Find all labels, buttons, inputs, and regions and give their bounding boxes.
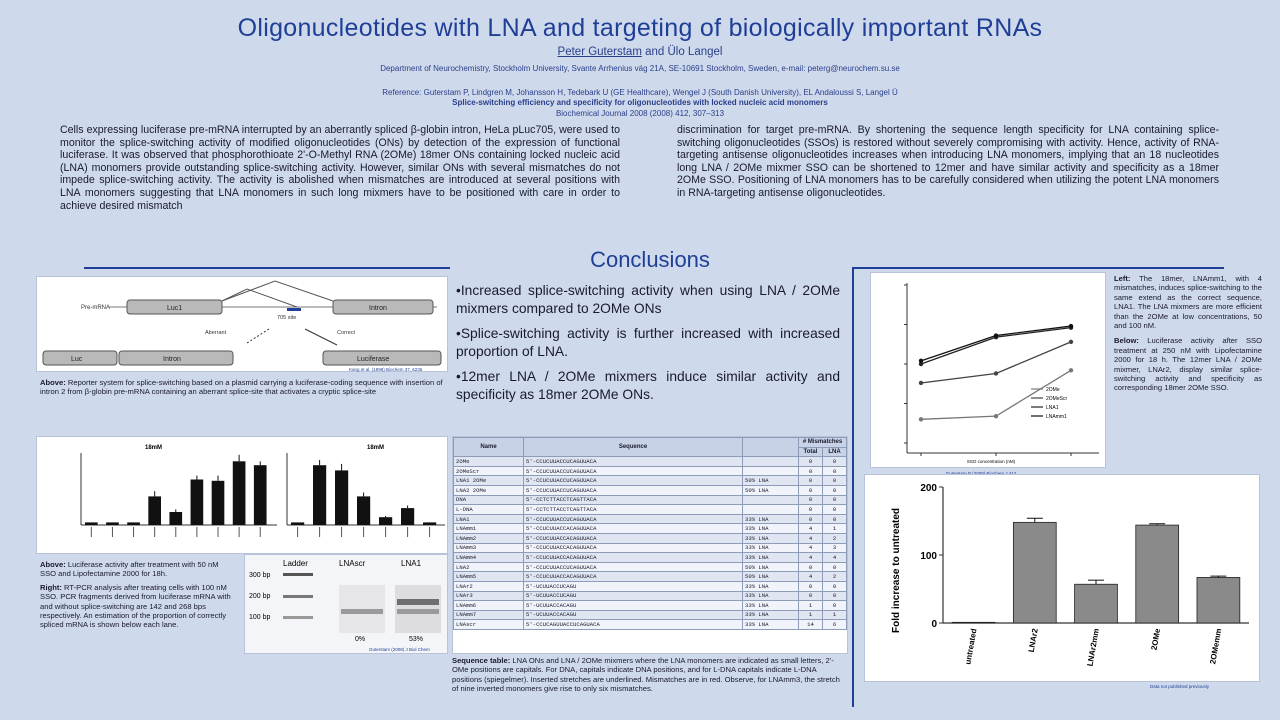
cell-total: 0 — [799, 581, 823, 591]
series-point-LNAmm1 — [1069, 324, 1073, 328]
cell-lna-content: 33% LNA — [743, 620, 799, 630]
gel-lane1-pct: 0% — [355, 636, 366, 643]
conclusion-bullet-1: •Increased splice-switching activity when using LNA / 2OMe mixmers compared to 2OMe ONs — [456, 283, 840, 316]
mini-bar-2 — [401, 508, 414, 525]
cell-sequence: 5'-CCUCUUACCACAGUUACA — [524, 553, 743, 563]
legend-label: LNAmm1 — [1046, 414, 1067, 420]
cell-total: 4 — [799, 572, 823, 582]
cell-lna: 0 — [823, 601, 847, 611]
legend-label: 2OMeScr — [1046, 396, 1068, 402]
abstract-right: discrimination for target pre-mRNA. By shortening the sequence length specificity for LNA containing splice-switching oligonucleotides (SSOs) is restored without severely compromising with activity. Hence, activity of RNA-targeting antisense oligonucleotides increases when introducing LNA monomers, implying that an 18 nucleotides long LNA / 2OMe mixmer SSO can be shortened to 12mer and have similar activity and specificity as a 18mer 2OMe SSO. Positioning of LNA monomers has to be carefully considered when utilizing the potent LNA monomers in RNA-targeting antisense oligonucleotides. — [677, 124, 1219, 199]
cell-total: 0 — [799, 466, 823, 476]
cell-lna: 0 — [823, 476, 847, 486]
sequence-table-panel — [452, 436, 848, 654]
table-row — [454, 533, 847, 543]
site-marker — [287, 308, 301, 311]
sequence-table — [453, 437, 847, 630]
conclusion-bullet-2: •Splice-switching activity is further increased with increased proportion of LNA. — [456, 326, 840, 359]
gel-lane2-pct: 53% — [409, 636, 424, 643]
cell-name: 2OMeScr — [454, 466, 524, 476]
cell-name: LNA2 2OMe — [454, 485, 524, 495]
table-row — [454, 466, 847, 476]
bar-chart-1-bars — [85, 455, 267, 537]
cell-lna: 0 — [823, 505, 847, 515]
caption-above-bold: Above: — [40, 560, 66, 569]
cell-sequence: 5'-CCUCUUACCACAGUUACA — [524, 524, 743, 534]
reporter-caption — [40, 378, 444, 397]
cell-lna: 3 — [823, 543, 847, 553]
line-chart — [871, 273, 1107, 469]
bar-2OMe — [1136, 525, 1179, 623]
gel-panel — [244, 554, 448, 654]
cell-sequence: 5'-UCUUACCUCAGU — [524, 591, 743, 601]
cell-lna: 1 — [823, 524, 847, 534]
cell-lna-content — [743, 495, 799, 505]
cell-name: LNAmm1 — [454, 524, 524, 534]
cell-total: 0 — [799, 476, 823, 486]
table-row — [454, 562, 847, 572]
cell-total: 4 — [799, 533, 823, 543]
gel-lane2-label: LNA1 — [401, 559, 422, 568]
conclusion-bullet-3: •12mer LNA / 2OMe mixmers induce similar activity and specificity as 18mer 2OMe ONs. — [456, 369, 840, 402]
mini-bar-2 — [379, 517, 392, 525]
mini-bar-1 — [148, 496, 161, 525]
col-mismatches: # Mismatches — [799, 438, 847, 448]
table-row — [454, 476, 847, 486]
table-row — [454, 457, 847, 467]
cell-lna-content: 33% LNA — [743, 543, 799, 553]
cell-name: LNAmm5 — [454, 572, 524, 582]
reporter-diagram — [37, 277, 449, 373]
cell-total: 1 — [799, 601, 823, 611]
series-point-LNAmm1 — [994, 333, 998, 337]
right-caption-left-text: The 18mer, LNAmm1, with 4 mismatches, induces splice-switching to the same extend as the correct sequence, LNA1. The LNA mixmers are more efficient than the 2OMe at low concentrations, 50 and 100 nM. — [1114, 274, 1262, 331]
table-row — [454, 485, 847, 495]
bar-chart-xtick-label: 2OMe — [1149, 627, 1163, 651]
table-row — [454, 495, 847, 505]
bar-chart-ytick-label: 100 — [920, 551, 937, 562]
cell-name: L-DNA — [454, 505, 524, 515]
abstract-left: Cells expressing luciferase pre-mRNA interrupted by an aberrantly spliced β-globin intron, HeLa pLuc705, were used to monitor the splice-switching activity of modified oligonucleotides (ONs) by detection of the expression of functional luciferase. It was observed that phosphorothioate 2'-O-Methyl RNA (2OMe) 18mer ONs containing locked nucleic acid (LNA) monomers provide outstanding splice-switching activity. However, similar ONs with several mismatches do not impede splice-switching activity. The activity is abolished when mismatches are introduced at several positions with LNA monomers suggesting that LNA monomers in such long mixmers have to be positioned with care in order to achieve desired mismatch — [60, 124, 620, 212]
cell-lna-content: 33% LNA — [743, 610, 799, 620]
arrow-aberrant — [247, 329, 269, 343]
luciferase-caption — [40, 560, 234, 630]
series-point-LNAmm1 — [919, 359, 923, 363]
sequence-table-body — [454, 457, 847, 630]
arrow-correct — [305, 329, 337, 345]
cell-total: 4 — [799, 543, 823, 553]
cell-lna-content — [743, 466, 799, 476]
gel-100bp: 100 bp — [249, 614, 271, 621]
bar-chart-ylabel: Fold increase to untreated — [891, 507, 902, 633]
cell-sequence: 5'-CCUCAGUUACCUCAGUACA — [524, 620, 743, 630]
cell-lna-content: 33% LNA — [743, 533, 799, 543]
poster-title: Oligonucleotides with LNA and targeting of biologically important RNAs — [237, 14, 1043, 42]
mini-bar-2 — [423, 522, 436, 525]
series-point-2OMe — [1069, 368, 1073, 372]
col-name: Name — [454, 438, 524, 457]
splice-arc-1 — [222, 281, 333, 301]
cell-lna-content: 33% LNA — [743, 524, 799, 534]
label-intron-2: Intron — [163, 356, 181, 363]
table-row — [454, 553, 847, 563]
series-line-LNA1 — [921, 328, 1071, 364]
cell-lna: 1 — [823, 610, 847, 620]
table-row — [454, 524, 847, 534]
bar-chart-xtick-label: untreated — [963, 627, 979, 666]
cell-total: 0 — [799, 485, 823, 495]
cell-lna-content: 50% LNA — [743, 476, 799, 486]
gel-300bp: 300 bp — [249, 572, 271, 579]
cell-total: 0 — [799, 591, 823, 601]
caption-right-bold: Right: — [40, 582, 62, 592]
fold-increase-chart-panel — [864, 474, 1260, 682]
cell-lna: 0 — [823, 466, 847, 476]
cell-sequence: 5'-CCUCUUACCUCAGUUACA — [524, 476, 743, 486]
table-row — [454, 514, 847, 524]
label-aberrant: Aberrant — [205, 330, 227, 336]
mini-bar-1 — [127, 522, 140, 525]
line-chart-panel — [870, 272, 1106, 468]
mini-bar-2 — [335, 470, 348, 525]
col-lna-content — [743, 438, 799, 457]
lane1-band — [341, 609, 383, 614]
cell-sequence: 5'-CCUCUUACCUCAGUUACA — [524, 514, 743, 524]
cell-name: LNAr3 — [454, 591, 524, 601]
cell-lna-content: 33% LNA — [743, 514, 799, 524]
cell-name: LNA1 2OMe — [454, 476, 524, 486]
right-caption-below-bold: Below: — [1114, 336, 1139, 346]
conclusions-title: Conclusions — [590, 247, 710, 272]
cell-lna-content — [743, 457, 799, 467]
label-pre-mrna: Pre-mRNA — [81, 305, 111, 311]
gel-ladder-label: Ladder — [283, 559, 308, 568]
table-row — [454, 620, 847, 630]
cell-sequence: 5'-CCUCUUACCUCAGUUACA — [524, 562, 743, 572]
label-correct: Correct — [337, 330, 356, 336]
cell-sequence: 5'-CCUCUUACCACAGUUACA — [524, 533, 743, 543]
reporter-credit: Kang et al. (1998) Biochem 37, 6235 — [349, 367, 423, 372]
cell-name: LNA1 — [454, 514, 524, 524]
bar-chart-xtick-label: 2OMemm — [1208, 627, 1224, 665]
series-line-2OMeScr — [921, 342, 1071, 383]
cell-sequence: 5'-CCUCUUACCUCAGUUACA — [524, 485, 743, 495]
cell-lna-content: 33% LNA — [743, 601, 799, 611]
ladder-band-1 — [283, 573, 313, 576]
reporter-diagram-panel — [36, 276, 448, 372]
reference-authors: Reference: Guterstam P, Lindgren M, Johansson H, Tedebark U (GE Healthcare), Wengel J (South Danish University), EL Andaloussi S, Langel Ü — [382, 88, 898, 97]
mini-bar-2 — [313, 465, 326, 525]
label-705-site: 705 site — [277, 315, 297, 321]
table-row — [454, 581, 847, 591]
bar-chart-1-title: 18mM — [145, 445, 163, 451]
cell-sequence: 5'-CCTCTTACCTCAGTTACA — [524, 495, 743, 505]
cell-lna: 4 — [823, 553, 847, 563]
cell-sequence: 5'-UCUUACCACAGU — [524, 601, 743, 611]
cell-name: LNAmm6 — [454, 601, 524, 611]
col-total: Total — [799, 447, 823, 457]
series-point-2OMe — [994, 414, 998, 418]
cell-lna-content: 33% LNA — [743, 591, 799, 601]
cell-lna: 2 — [823, 533, 847, 543]
cell-total: 0 — [799, 457, 823, 467]
cell-lna-content: 50% LNA — [743, 572, 799, 582]
cell-name: LNAmm7 — [454, 610, 524, 620]
author-1: Peter Guterstam — [557, 46, 642, 58]
mini-bar-1 — [85, 522, 98, 525]
gel-200bp: 200 bp — [249, 593, 271, 600]
label-luciferase: Luciferase — [357, 356, 390, 363]
cell-name: DNA — [454, 495, 524, 505]
table-row — [454, 610, 847, 620]
mini-bar-1 — [169, 512, 182, 525]
bar-chart-marks — [920, 483, 1249, 667]
fold-increase-chart — [865, 475, 1261, 683]
table-row — [454, 572, 847, 582]
cell-sequence: 5'-UCUUACCUCAGU — [524, 581, 743, 591]
cell-name: LNAmm2 — [454, 533, 524, 543]
cell-name: LNAmm3 — [454, 543, 524, 553]
mini-bar-1 — [254, 465, 267, 525]
cell-sequence: 5'-CCUCUUACCACAGUUACA — [524, 543, 743, 553]
cell-total: 0 — [799, 495, 823, 505]
mini-bar-1 — [212, 481, 225, 525]
series-line-2OMe — [921, 370, 1071, 419]
right-caption-below-text: Luciferase activity after SSO treatment at 250 nM with Lipofectamine 2000 for 18 h. The 12mer LNA / 2OMe mixmer, LNAr2, display similar splice-switching activity and specificity as corresponding 18mer 2OMe SSO. — [1114, 336, 1262, 393]
mini-bar-1 — [233, 461, 246, 525]
cell-sequence: 5'-CCTCTTACCTCAGTTACA — [524, 505, 743, 515]
cell-lna-content: 50% LNA — [743, 485, 799, 495]
series-point-2OMeScr — [919, 381, 923, 385]
table-row — [454, 505, 847, 515]
affiliation: Department of Neurochemistry, Stockholm University, Svante Arrhenius väg 21A, SE-10691 Stockholm, Sweden, e-mail: peterg@neurochem.su.se — [380, 64, 900, 73]
lane2-band-lower — [397, 609, 439, 614]
cell-total: 0 — [799, 514, 823, 524]
gel-lane1-label: LNAscr — [339, 559, 366, 568]
label-intron: Intron — [369, 305, 387, 312]
mini-bar-1 — [106, 522, 119, 525]
divider-right — [852, 267, 1224, 269]
cell-lna-content: 33% LNA — [743, 553, 799, 563]
cell-total: 14 — [799, 620, 823, 630]
caption-above-text: Luciferase activity after treatment with 50 nM SSO and Lipofectamine 2000 for 18h. — [40, 560, 219, 579]
cell-total: 4 — [799, 524, 823, 534]
bar-chart-xtick-label: LNAr2 — [1026, 627, 1040, 653]
mini-bar-1 — [191, 480, 204, 526]
splice-arc-2 — [222, 289, 297, 307]
caption-right-text: RT-PCR analysis after treating cells with 100 nM SSO. PCR fragments derived from luciferase mRNA with and without splice-switching are 142 and 268 bps respectively. An estimation of the proportion of correctly spliced mRNA is shown below each lane. — [40, 582, 231, 630]
cell-lna-content: 33% LNA — [743, 581, 799, 591]
bar-chart-ytick-label: 0 — [931, 619, 937, 630]
cell-lna: 0 — [823, 581, 847, 591]
right-caption — [1114, 274, 1262, 399]
bar-chart-ytick-label: 200 — [920, 483, 937, 494]
cell-lna-content — [743, 505, 799, 515]
reporter-caption-bold: Above: — [40, 378, 66, 387]
ladder-band-2 — [283, 595, 313, 598]
bar-LNAr2 — [1013, 522, 1056, 623]
cell-lna: 2 — [823, 572, 847, 582]
cell-sequence: 5'-CCUCUUACCUCAGUUACA — [524, 457, 743, 467]
cell-name: LNAscr — [454, 620, 524, 630]
cell-lna: 0 — [823, 562, 847, 572]
cell-lna-content: 50% LNA — [743, 562, 799, 572]
bar-untreated — [952, 622, 995, 623]
legend-label: LNA1 — [1046, 405, 1059, 411]
mini-bar-2 — [357, 496, 370, 525]
cell-lna: 6 — [823, 620, 847, 630]
lane2-band-upper — [397, 599, 439, 605]
cell-lna: 0 — [823, 514, 847, 524]
reference-title: Splice-switching efficiency and specificity for oligonucleotides with locked nucleic acid monomers — [452, 98, 828, 107]
table-row — [454, 591, 847, 601]
author-join: and — [641, 46, 668, 58]
table-row — [454, 543, 847, 553]
label-luc-left: Luc — [71, 356, 83, 363]
cell-name: LNAmm4 — [454, 553, 524, 563]
cell-total: 0 — [799, 562, 823, 572]
seq-caption-bold: Sequence table: — [452, 656, 511, 665]
cell-sequence: 5'-CCUCUUACCUCAGUUACA — [524, 466, 743, 476]
author-2: Ülo Langel — [667, 46, 723, 58]
cell-name: LNAr2 — [454, 581, 524, 591]
cell-lna: 0 — [823, 485, 847, 495]
cell-sequence: 5'-UCUUACCACAGU — [524, 610, 743, 620]
series-point-2OMe — [919, 417, 923, 421]
mini-bar-2 — [291, 522, 304, 525]
cell-total: 4 — [799, 553, 823, 563]
bar-chart-2-title: 18mM — [367, 445, 385, 451]
bar-chart-credit: Data not published previously — [1150, 684, 1210, 689]
ladder-band-3 — [283, 616, 313, 619]
series-point-2OMeScr — [994, 371, 998, 375]
col-lna: LNA — [823, 447, 847, 457]
cell-total: 1 — [799, 610, 823, 620]
cell-name: LNA2 — [454, 562, 524, 572]
bar-chart-xtick-label: LNAr2mm — [1085, 627, 1101, 668]
reporter-caption-text: Reporter system for splice-switching based on a plasmid carrying a luciferase-coding sequence with insertion of intron 2 from β-globin pre-mRNA containing an aberrant splice-site that activates a cryptic splice-site — [40, 378, 443, 397]
cell-lna: 0 — [823, 457, 847, 467]
bar-LNAr2mm — [1075, 584, 1118, 623]
authors — [0, 46, 1280, 58]
table-row — [454, 601, 847, 611]
line-chart-xlabel: SSO concentration (nM) — [966, 459, 1016, 464]
series-point-2OMeScr — [1069, 340, 1073, 344]
label-luc1: Luc1 — [167, 305, 183, 312]
col-sequence: Sequence — [524, 438, 743, 457]
cell-sequence: 5'-CCUCUUACCACAGUUACA — [524, 572, 743, 582]
seq-caption-text: LNA ONs and LNA / 2OMe mixmers where the LNA monomers are indicated as small letters, 2'-OMe positions are capitals. For DNA, capitals indicate DNA positions, and for L-DNA capitals indicate L-DNA positions (spiegelmer). Inserted stretches are underlined. Mismatches are in red. Observe, for LNAmm3, the stretch of nine inverted monomers give rise to only six mismatches. — [452, 656, 840, 694]
luciferase-bar-charts — [37, 437, 449, 555]
legend-label: 2OMe — [1046, 387, 1060, 393]
reference-journal: Biochemical Journal 2008 (2008) 412, 307–313 — [555, 109, 725, 118]
cell-lna: 0 — [823, 591, 847, 601]
gel-credit: Guterstam (2008) J Biol Chem — [369, 647, 430, 652]
conclusions-list — [456, 282, 840, 411]
luciferase-bars-panel — [36, 436, 448, 554]
bar-2OMemm — [1197, 577, 1240, 623]
sequence-table-caption — [452, 656, 848, 694]
line-chart-marks — [904, 285, 1073, 456]
divider-left — [84, 267, 450, 269]
cell-lna: 0 — [823, 495, 847, 505]
right-caption-left-bold: Left: — [1114, 274, 1131, 283]
gel-image — [245, 555, 449, 655]
cell-total: 0 — [799, 505, 823, 515]
divider-vertical-right — [852, 267, 854, 707]
cell-name: 2OMe — [454, 457, 524, 467]
